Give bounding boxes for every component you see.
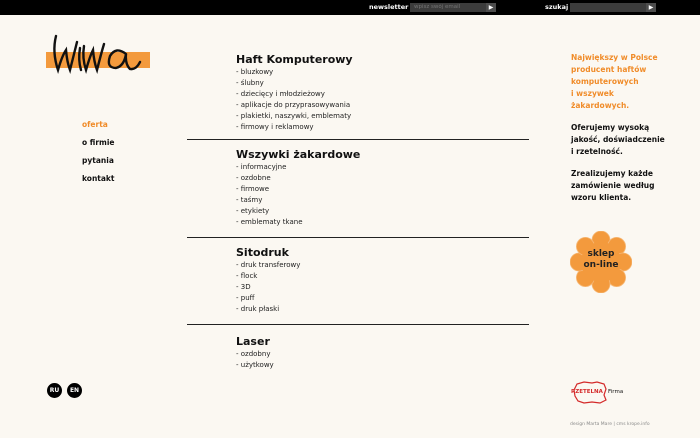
list-item: - aplikacje do przyprasowywania bbox=[236, 101, 351, 109]
section-title: Wszywki żakardowe bbox=[236, 148, 361, 161]
search-input[interactable] bbox=[570, 3, 656, 12]
company-info-sidebar bbox=[571, 52, 666, 214]
list-item: - użytkowy bbox=[236, 361, 274, 369]
section-divider bbox=[187, 139, 529, 140]
list-item: - puff bbox=[236, 294, 255, 302]
nav-item-pytania[interactable]: pytania bbox=[82, 156, 114, 165]
section-haft-komputerowy bbox=[187, 52, 529, 133]
section-title: Laser bbox=[236, 335, 270, 348]
list-item: - firmowe bbox=[236, 185, 270, 193]
language-ru-button[interactable]: RU bbox=[47, 383, 62, 398]
list-item: - druk transferowy bbox=[236, 261, 301, 269]
list-item: - druk płaski bbox=[236, 305, 280, 313]
section-title: Haft Komputerowy bbox=[236, 53, 353, 66]
nav-item-kontakt[interactable]: kontakt bbox=[82, 174, 115, 183]
section-title: Sitodruk bbox=[236, 246, 289, 259]
language-en-button[interactable]: EN bbox=[67, 383, 82, 398]
rzetelna-firma-text: Firma bbox=[608, 389, 624, 395]
newsletter-label: newsletter bbox=[369, 3, 409, 11]
section-laser bbox=[187, 334, 529, 371]
list-item: - informacyjne bbox=[236, 163, 287, 171]
list-item: - flock bbox=[236, 272, 258, 280]
nav-item-o-firmie[interactable]: o firmie bbox=[82, 138, 115, 147]
footer-credits[interactable]: design Marta Mare | cms krope.info bbox=[570, 422, 650, 427]
section-sitodruk bbox=[187, 245, 529, 315]
wiwa-logo[interactable] bbox=[46, 32, 150, 78]
list-item: - ozdobny bbox=[236, 350, 271, 358]
list-item: - etykiety bbox=[236, 207, 270, 215]
section-divider bbox=[187, 324, 529, 325]
main-nav bbox=[82, 120, 115, 192]
offer-content bbox=[187, 52, 529, 371]
newsletter-email-input[interactable] bbox=[410, 3, 496, 12]
newsletter-submit-button[interactable]: ▶ bbox=[486, 3, 496, 12]
list-item: - plakietki, naszywki, emblematy bbox=[236, 112, 352, 120]
search-label: szukaj bbox=[545, 3, 569, 11]
top-bar bbox=[0, 0, 700, 15]
list-item: - firmowy i reklamowy bbox=[236, 123, 314, 131]
list-item: - ozdobne bbox=[236, 174, 271, 182]
list-item: - ślubny bbox=[236, 79, 264, 87]
search-submit-button[interactable]: ▶ bbox=[646, 3, 656, 12]
quality-statement: Oferujemy wysoką jakość, doświadczenie i rzetelność. bbox=[571, 123, 665, 156]
order-statement: Zrealizujemy każde zamówienie według wzoru klienta. bbox=[571, 169, 655, 202]
shop-online-link[interactable]: sklep on-line bbox=[583, 249, 619, 270]
list-item: - dziecięcy i młodzieżowy bbox=[236, 90, 325, 98]
tagline: Największy w Polsce producent haftów komputerowych i wszywek żakardowych. bbox=[571, 53, 658, 110]
list-item: - 3D bbox=[236, 283, 251, 291]
nav-item-oferta[interactable]: oferta bbox=[82, 120, 108, 129]
list-item: - bluzkowy bbox=[236, 68, 274, 76]
section-wszywki-zakardowe bbox=[187, 147, 529, 228]
rzetelna-badge-text: RZETELNA bbox=[571, 389, 603, 395]
list-item: - emblematy tkane bbox=[236, 218, 303, 226]
section-divider bbox=[187, 237, 529, 238]
list-item: - taśmy bbox=[236, 196, 263, 204]
